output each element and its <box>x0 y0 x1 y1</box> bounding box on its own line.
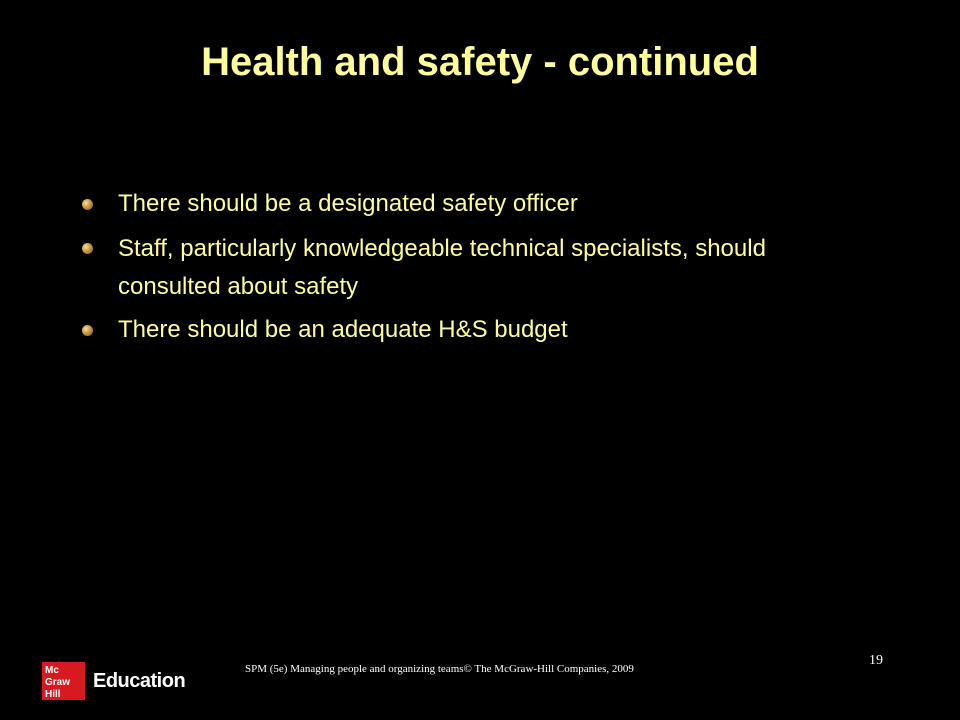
bullet-icon <box>82 325 93 336</box>
bullet-text: There should be an adequate H&S budget <box>118 316 568 343</box>
bullet-icon <box>82 243 93 254</box>
mcgraw-hill-logo-icon <box>42 662 85 700</box>
logo-line-graw: Graw <box>45 677 71 688</box>
bullet-item <box>82 186 862 222</box>
slide-title: Health and safety - continued <box>201 40 759 84</box>
mcgraw-hill-education-logo <box>42 662 192 700</box>
bullet-item <box>82 312 862 348</box>
logo-line-mc: Mc <box>45 665 59 676</box>
logo-line-hill: Hill <box>45 689 61 700</box>
bullet-icon <box>82 199 93 210</box>
footer-text: SPM (5e) Managing people and organizing teams© The McGraw-Hill Companies, 2009 <box>245 663 634 675</box>
bullet-list <box>82 186 862 356</box>
bullet-item <box>82 230 862 306</box>
page-number: 19 <box>869 653 883 668</box>
bullet-text: There should be a designated safety officer <box>118 190 578 217</box>
bullet-text: Staff, particularly knowledgeable technical specialists, should consulted about safety <box>118 235 766 300</box>
logo-word-education: Education <box>93 670 186 692</box>
